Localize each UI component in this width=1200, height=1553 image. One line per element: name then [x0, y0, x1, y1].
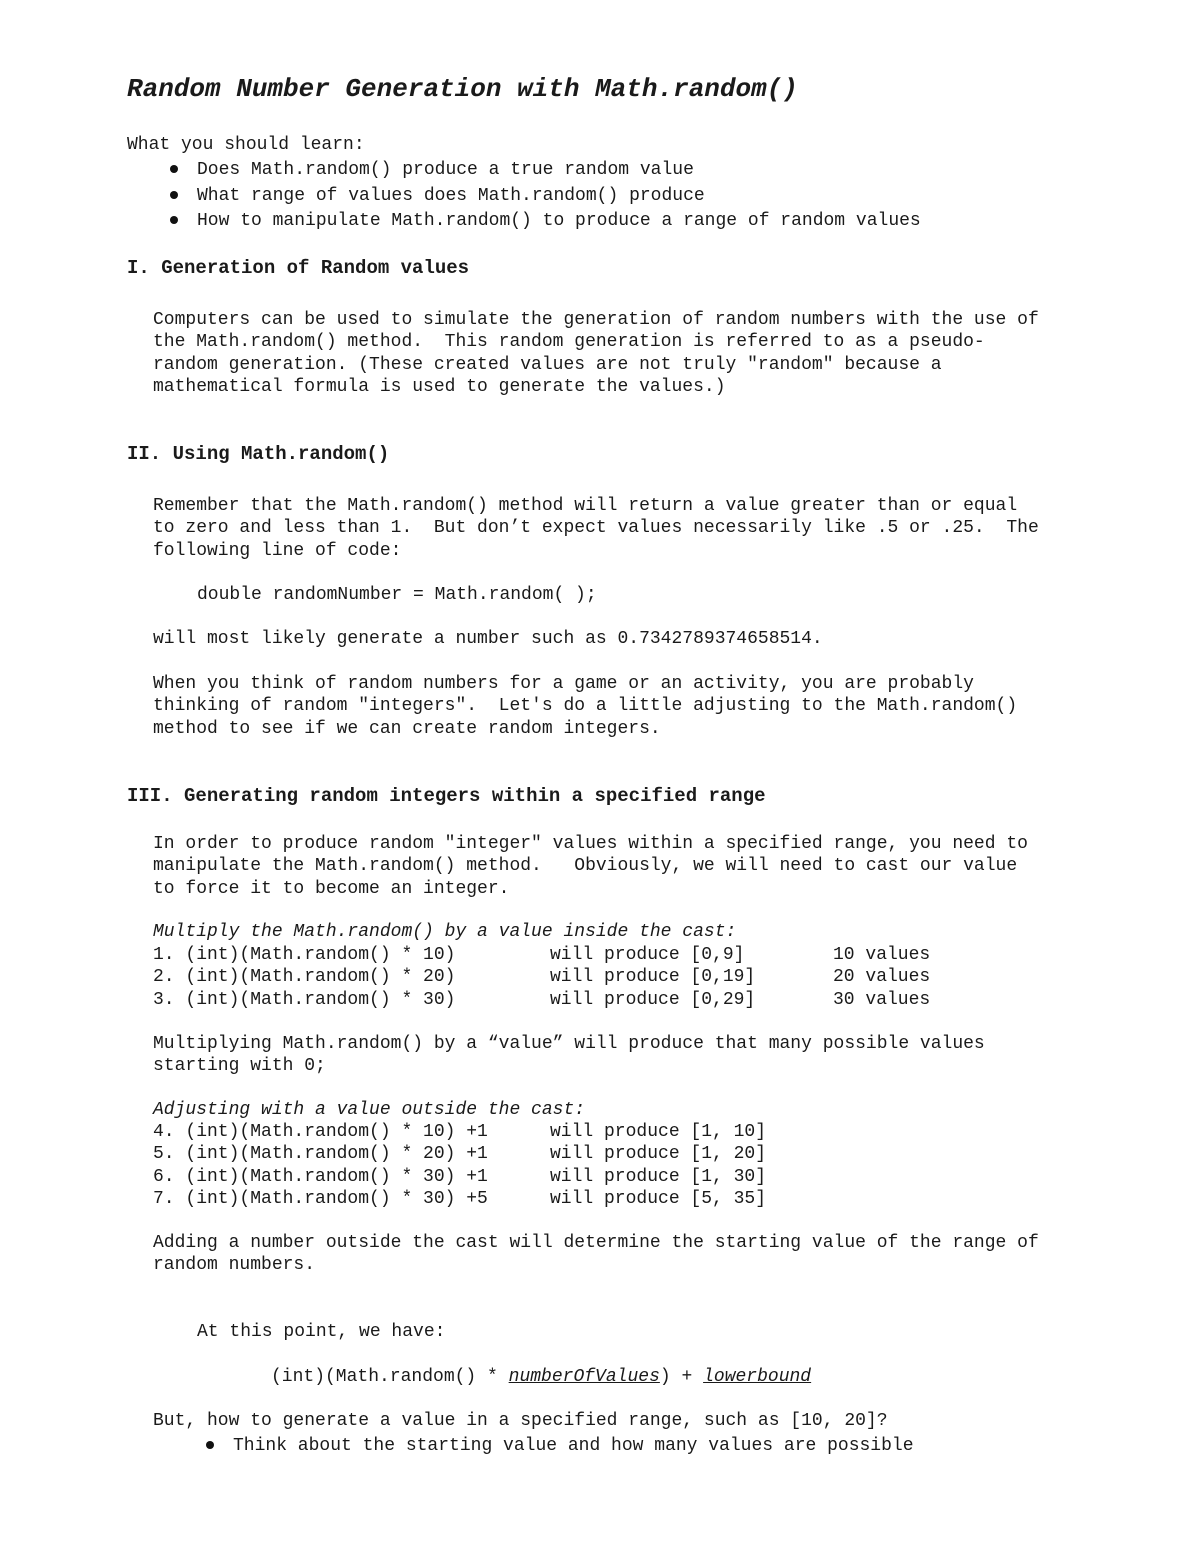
multiply-subheading: Multiply the Math.random() by a value inside the cast: [153, 922, 737, 942]
list-item: Does Math.random() produce a true random value [197, 159, 921, 185]
text-line: Remember that the Math.random() method will return a value greater than or equal [153, 496, 1018, 516]
example-expression: 5. (int)(Math.random() * 20) +1 [153, 1144, 488, 1165]
text-line: Adding a number outside the cast will determine the starting value of the range of [153, 1233, 1039, 1253]
section3-paragraph [153, 833, 1028, 900]
text-line: When you think of random numbers for a game or an activity, you are probably [153, 674, 974, 694]
example-count: 20 values [833, 967, 931, 988]
example-expression: 2. (int)(Math.random() * 20) [153, 967, 456, 988]
example-count: 10 values [833, 945, 931, 965]
text-line: mathematical formula is used to generate the values.) [153, 376, 726, 397]
result-paragraph [153, 628, 823, 650]
example-range: will produce [1, 20] [550, 1144, 767, 1165]
text-line: random generation. (These created values are not truly "random" because a [153, 354, 942, 375]
code-example: double randomNumber = Math.random( ); [197, 585, 597, 605]
adjust-subheading: Adjusting with a value outside the cast: [153, 1100, 586, 1120]
text-line: method to see if we can create random integers. [153, 718, 661, 739]
section2-paragraph-2 [153, 673, 1017, 740]
number-of-values-term: numberOfValues [508, 1367, 660, 1387]
section-heading-2: II. Using Math.random() [127, 443, 390, 465]
example-row [153, 1143, 767, 1165]
text-line: starting with 0; [153, 1056, 326, 1077]
adjust-examples [153, 1121, 767, 1210]
text-line: thinking of random "integers". Let's do a little adjusting to the Math.random() [153, 696, 1018, 717]
example-expression: 7. (int)(Math.random() * 30) +5 [153, 1188, 488, 1209]
text-line: will most likely generate a number such as 0.7342789374658514. [153, 629, 823, 649]
example-range: will produce [0,19] [550, 967, 756, 988]
example-row [153, 966, 931, 988]
lowerbound-term: lowerbound [703, 1367, 812, 1387]
example-range: will produce [0,29] [550, 989, 756, 1010]
bullet-icon [170, 191, 178, 199]
text-line: Multiplying Math.random() by a “value” will produce that many possible values [153, 1034, 985, 1054]
example-row [153, 1121, 767, 1143]
example-range: will produce [1, 10] [550, 1122, 767, 1142]
example-row [153, 1188, 767, 1210]
example-range: will produce [5, 35] [550, 1188, 767, 1209]
at-this-point-text: At this point, we have: [197, 1322, 446, 1342]
list-item: What range of values does Math.random() produce [197, 185, 921, 211]
example-count: 30 values [833, 989, 931, 1010]
section2-paragraph [153, 495, 1039, 562]
learn-heading: What you should learn: [127, 135, 365, 155]
hint-list [233, 1435, 914, 1461]
bullet-icon [170, 216, 178, 224]
multiply-note [153, 1033, 985, 1078]
text-line: following line of code: [153, 540, 402, 561]
list-item: How to manipulate Math.random() to produce a range of random values [197, 210, 921, 236]
text-line: the Math.random() method. This random generation is referred to as a pseudo- [153, 332, 985, 353]
example-expression: 6. (int)(Math.random() * 30) +1 [153, 1166, 488, 1187]
section1-paragraph [153, 309, 1039, 398]
text-line: Computers can be used to simulate the generation of random numbers with the use of [153, 310, 1039, 330]
text-line: to force it to become an integer. [153, 878, 510, 899]
section-heading-3: III. Generating random integers within a specified range [127, 785, 766, 807]
example-expression: 1. (int)(Math.random() * 10) [153, 945, 456, 965]
text-line: to zero and less than 1. But don’t expect values necessarily like .5 or .25. The [153, 518, 1039, 539]
example-range: will produce [1, 30] [550, 1166, 767, 1187]
text-line: In order to produce random "integer" values within a specified range, you need to [153, 834, 1028, 854]
bullet-icon [170, 165, 178, 173]
example-range: will produce [0,9] [550, 945, 745, 965]
question-text: But, how to generate a value in a specified range, such as [10, 20]? [153, 1411, 888, 1431]
multiply-examples [153, 944, 931, 1011]
example-row [153, 1166, 767, 1188]
example-row [153, 944, 931, 966]
page-title: Random Number Generation with Math.random() [127, 74, 798, 104]
list-item: Think about the starting value and how many values are possible [233, 1435, 914, 1461]
bullet-icon [206, 1441, 214, 1449]
adjust-note [153, 1232, 1039, 1277]
example-row [153, 989, 931, 1011]
general-formula: (int)(Math.random() * numberOfValues) + lowerbound [271, 1367, 812, 1387]
example-expression: 3. (int)(Math.random() * 30) [153, 989, 456, 1010]
learn-list [197, 159, 921, 236]
section-heading-1: I. Generation of Random values [127, 257, 470, 279]
text-line: manipulate the Math.random() method. Obviously, we will need to cast our value [153, 856, 1018, 877]
text-line: random numbers. [153, 1255, 316, 1276]
example-expression: 4. (int)(Math.random() * 10) +1 [153, 1122, 488, 1142]
